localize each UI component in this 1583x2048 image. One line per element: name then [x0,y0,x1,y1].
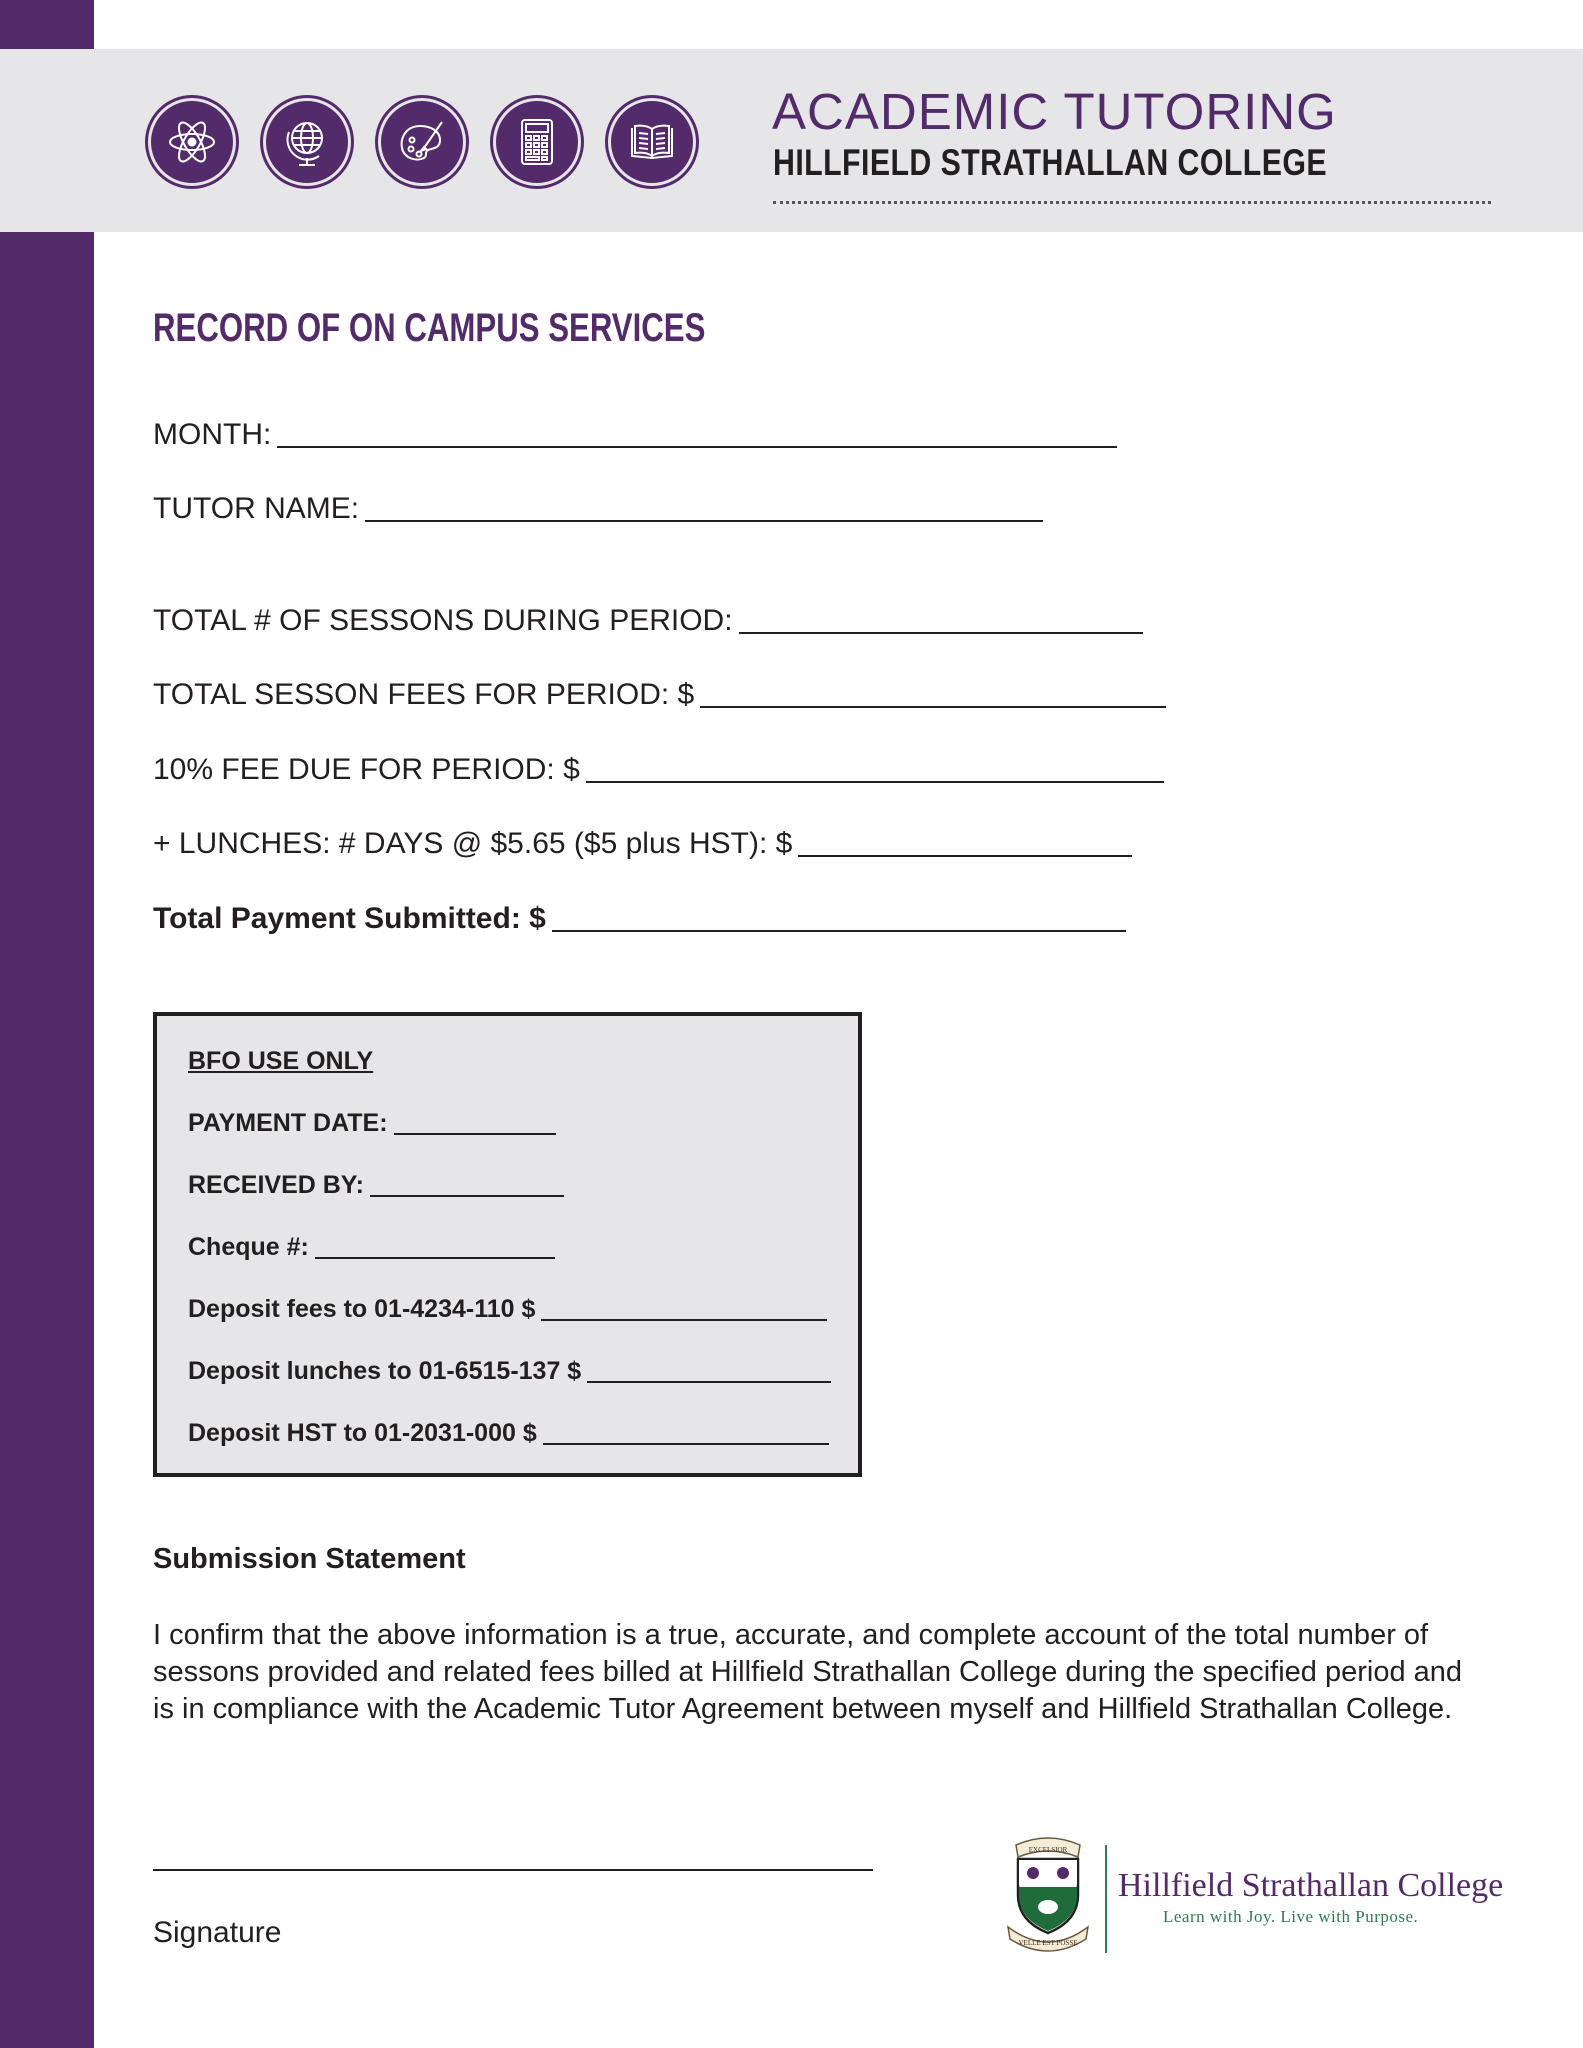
total-sessions-input-line[interactable] [739,631,1143,634]
total-sessions-field [153,606,1143,636]
month-field [153,420,1117,450]
header-subtitle: HILLFIELD STRATHALLAN COLLEGE [773,142,1328,183]
month-label: MONTH: [153,418,272,451]
month-input-line[interactable] [277,445,1117,448]
total-payment-field [153,904,1126,934]
received-by-input-line[interactable] [370,1195,564,1197]
submission-statement-heading: Submission Statement [153,1543,466,1575]
logo-divider [1105,1845,1107,1953]
college-crest-logo [1002,1835,1094,1955]
received-by-field [188,1173,564,1198]
payment-date-field [188,1111,556,1136]
deposit-hst-field [188,1421,829,1446]
crest-motto-top: EXCELSIOR [1028,1846,1068,1854]
total-sessions-label: TOTAL # OF SESSONS DURING PERIOD: [153,604,733,637]
total-payment-input-line[interactable] [552,929,1126,932]
side-accent-bar [0,0,94,2048]
deposit-fees-field [188,1297,827,1322]
deposit-lunches-input-line[interactable] [587,1381,831,1383]
payment-date-label: PAYMENT DATE: [188,1109,388,1137]
signature-line[interactable] [153,1869,873,1871]
section-title: RECORD OF ON CAMPUS SERVICES [153,306,706,350]
open-book-icon [608,98,696,186]
fee-due-input-line[interactable] [586,780,1164,783]
deposit-lunches-field [188,1359,831,1384]
cheque-number-input-line[interactable] [315,1257,555,1259]
crest-motto-bottom: VELLE EST POSSE [1018,1939,1078,1947]
total-payment-label: Total Payment Submitted: $ [153,902,546,935]
total-session-fees-input-line[interactable] [700,705,1166,708]
header-dotted-divider [773,201,1491,204]
art-palette-icon [378,98,466,186]
subject-icon-row [148,98,696,186]
signature-label: Signature [153,1916,282,1949]
submission-statement-body: I confirm that the above information is a true, accurate, and complete account of the total number of sessons provided and related fees billed at Hillfield Strathallan College during the specified period and is in compliance with the Academic Tutor Agreement between myself and Hillfield Strathallan College. [153,1619,1463,1725]
received-by-label: RECEIVED BY: [188,1171,364,1199]
tutor-name-input-line[interactable] [365,519,1043,522]
total-session-fees-label: TOTAL SESSON FEES FOR PERIOD: $ [153,678,695,711]
lunches-label: + LUNCHES: # DAYS @ $5.65 ($5 plus HST): $ [153,827,793,860]
tutor-name-label: TUTOR NAME: [153,492,360,525]
atom-icon [148,98,236,186]
fee-due-field [153,755,1164,785]
deposit-fees-input-line[interactable] [541,1319,827,1321]
bfo-use-only-box [153,1012,862,1477]
cheque-number-field [188,1235,555,1260]
cheque-number-label: Cheque #: [188,1233,309,1261]
calculator-icon [493,98,581,186]
deposit-lunches-label: Deposit lunches to 01-6515-137 $ [188,1357,582,1385]
total-session-fees-field [153,680,1166,710]
payment-date-input-line[interactable] [394,1133,556,1135]
globe-icon [263,98,351,186]
header-title: ACADEMIC TUTORING [772,83,1337,140]
lunches-input-line[interactable] [798,854,1132,857]
deposit-fees-label: Deposit fees to 01-4234-110 $ [188,1295,536,1323]
deposit-hst-input-line[interactable] [543,1443,829,1445]
lunches-field [153,829,1132,859]
deposit-hst-label: Deposit HST to 01-2031-000 $ [188,1419,537,1447]
bfo-heading: BFO USE ONLY [188,1047,374,1075]
college-logo-tagline: Learn with Joy. Live with Purpose. [1163,1907,1419,1926]
college-logo-name: Hillfield Strathallan College [1118,1867,1504,1904]
fee-due-label: 10% FEE DUE FOR PERIOD: $ [153,753,580,786]
tutor-name-field [153,494,1043,524]
